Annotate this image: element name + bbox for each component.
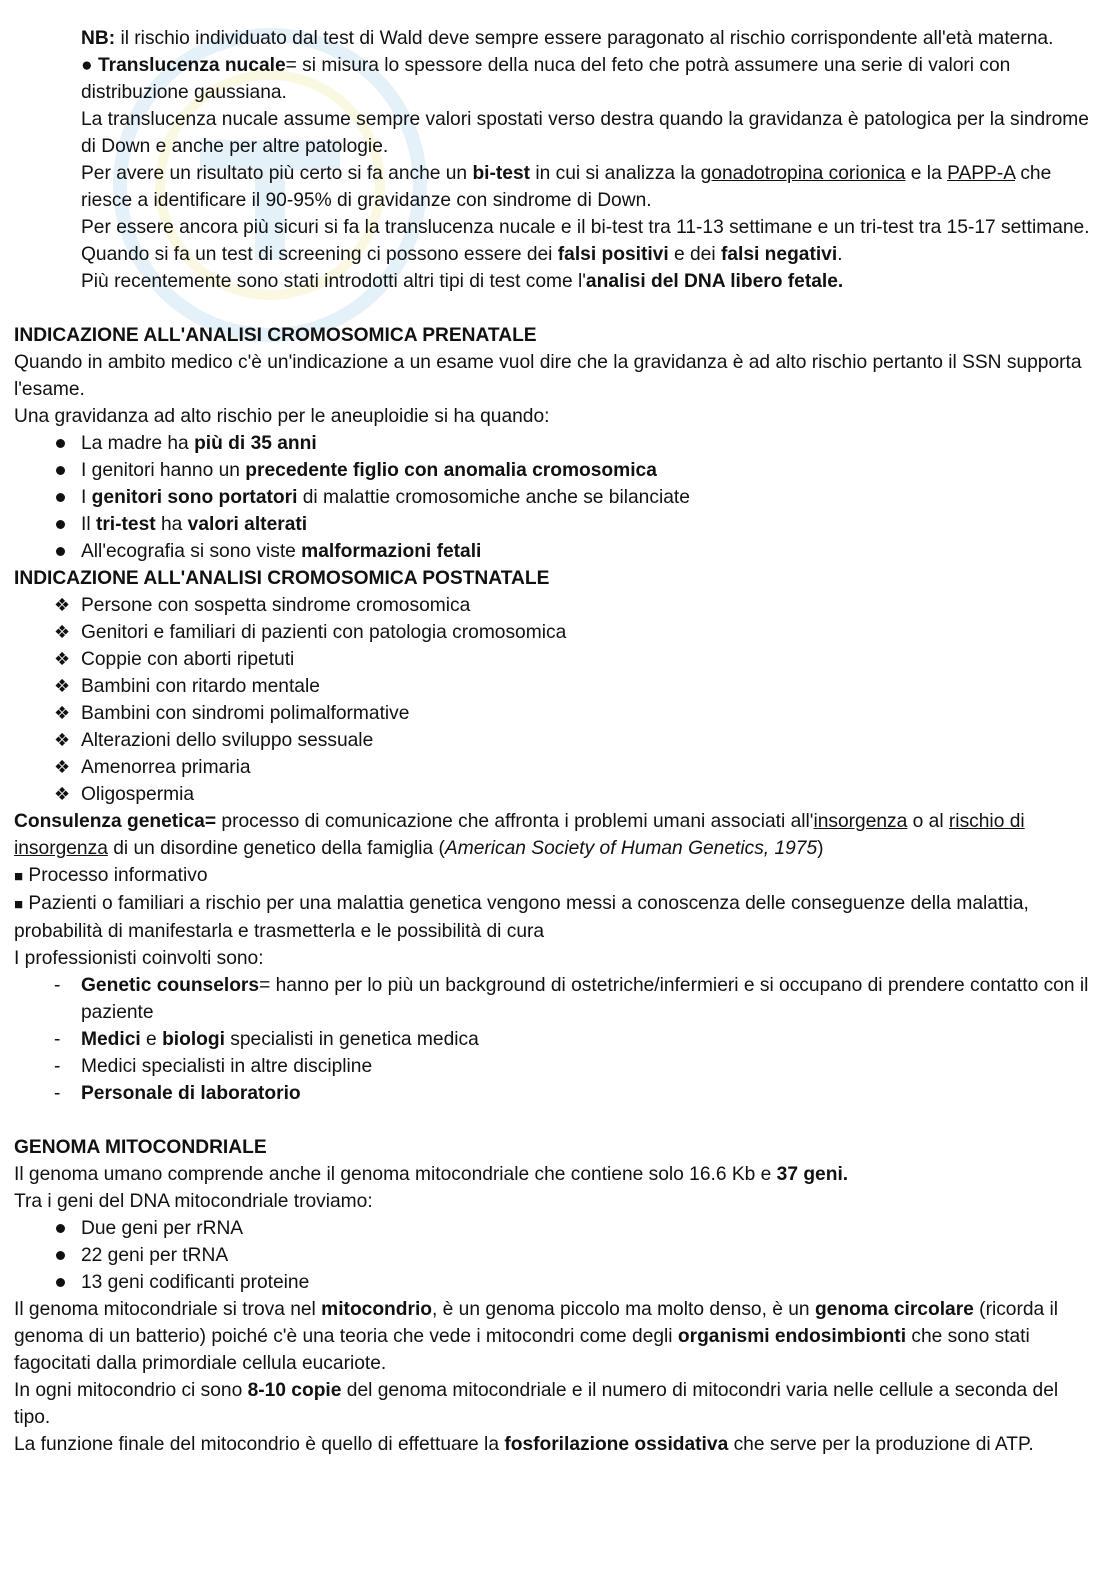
list-item: I genitori hanno un precedente figlio con anomalia cromosomica <box>14 457 1094 484</box>
mito-heading: GENOMA MITOCONDRIALE <box>14 1137 267 1158</box>
bullet-icon <box>54 1269 78 1287</box>
list-item: All'ecografia si sono viste malformazioni fetali <box>14 538 1094 565</box>
processo-informativo: ■ Processo informativo <box>14 865 208 886</box>
mito-paragraph-2: In ogni mitocondrio ci sono 8-10 copie del genoma mitocondriale e il numero di mitocondri varia nelle cellule a seconda del tipo. <box>14 1380 1059 1428</box>
postnatal-list <box>14 592 1094 808</box>
diamond-bullet-icon: ❖ <box>54 595 71 615</box>
bullet-icon <box>54 538 78 556</box>
document-page <box>14 25 1094 1458</box>
dash-bullet: - <box>54 1056 61 1077</box>
list-item: I genitori sono portatori di malattie cromosomiche anche se bilanciate <box>14 484 1094 511</box>
diamond-bullet-icon: ❖ <box>54 757 71 777</box>
list-item: ❖ Bambini con sindromi polimalformative <box>14 700 1094 727</box>
prenatal-intro: Quando in ambito medico c'è un'indicazione a un esame vuol dire che la gravidanza è ad alto rischio pertanto il SSN supporta l'esame. <box>14 352 1082 400</box>
pazienti-paragraph: ■ Pazienti o familiari a rischio per una malattia genetica vengono messi a conoscenza delle conseguenze della malattia, probabilità di manifestarla e trasmetterla e le possibilità di cura <box>14 893 1029 942</box>
bitest-paragraph: Per avere un risultato più certo si fa anche un bi-test in cui si analizza la gonadotropina corionica e la PAPP-A che riesce a identificare il 90-95% di gravidanze con sindrome di Down. <box>81 163 1052 211</box>
mito-paragraph-1: Il genoma mitocondriale si trova nel mitocondrio, è un genoma piccolo ma molto denso, è un genoma circolare (ricorda il genoma di un batterio) poiché c'è una teoria che vede i mitocondri come degli organismi endosimbionti che sono stati fagocitati dalla primordiale cellula eucariote. <box>14 1299 1059 1374</box>
dash-bullet: - <box>54 1083 61 1104</box>
list-item: Due geni per rRNA <box>14 1215 1094 1242</box>
square-bullet-icon: ■ <box>14 868 24 885</box>
bullet-icon <box>54 1215 78 1233</box>
bullet-icon <box>54 430 78 448</box>
bullet-icon <box>54 511 78 529</box>
professionisti-intro: I professionisti coinvolti sono: <box>14 948 264 969</box>
prenatal-heading: INDICAZIONE ALL'ANALISI CROMOSOMICA PRENATALE <box>14 325 537 346</box>
mito-intro: Il genoma umano comprende anche il genoma mitocondriale che contiene solo 16.6 Kb e 37 geni. <box>14 1164 849 1185</box>
list-item: ❖ Amenorrea primaria <box>14 754 1094 781</box>
professionisti-list <box>14 972 1094 1107</box>
list-item: - Medici specialisti in altre discipline <box>14 1053 1094 1080</box>
list-item: ❖ Oligospermia <box>14 781 1094 808</box>
mito-paragraph-3: La funzione finale del mitocondrio è quello di effettuare la fosforilazione ossidativa che serve per la produzione di ATP. <box>14 1434 1034 1455</box>
list-item: ❖ Coppie con aborti ripetuti <box>14 646 1094 673</box>
list-item: - Medici e biologi specialisti in genetica medica <box>14 1026 1094 1053</box>
diamond-bullet-icon: ❖ <box>54 649 71 669</box>
translucenza-paragraph: ● Translucenza nucale= si misura lo spessore della nuca del feto che potrà assumere una serie di valori con distribuzione gaussiana. <box>81 55 1011 103</box>
list-item: 13 geni codificanti proteine <box>14 1269 1094 1296</box>
list-item: ❖ Bambini con ritardo mentale <box>14 673 1094 700</box>
falsi-paragraph: Quando si fa un test di screening ci possono essere dei falsi positivi e dei falsi negativi. <box>81 244 843 265</box>
list-item: Il tri-test ha valori alterati <box>14 511 1094 538</box>
list-item: ❖ Persone con sospetta sindrome cromosomica <box>14 592 1094 619</box>
diamond-bullet-icon: ❖ <box>54 784 71 804</box>
gonadotropina-link[interactable]: gonadotropina corionica <box>700 163 906 184</box>
list-item: La madre ha più di 35 anni <box>14 430 1094 457</box>
prenatal-intro-2: Una gravidanza ad alto rischio per le aneuploidie si ha quando: <box>14 406 550 427</box>
postnatal-heading: INDICAZIONE ALL'ANALISI CROMOSOMICA POSTNATALE <box>14 568 550 589</box>
consulenza-paragraph: Consulenza genetica= processo di comunicazione che affronta i problemi umani associati all'insorgenza o al rischio di insorgenza di un disordine genetico della famiglia (American Society of Human Genetics, 1975) <box>14 811 1025 859</box>
diamond-bullet-icon: ❖ <box>54 730 71 750</box>
dash-bullet: - <box>54 975 61 996</box>
prenatal-list <box>14 430 1094 565</box>
translucenza-detail: La translucenza nucale assume sempre valori spostati verso destra quando la gravidanza è patologica per la sindrome di Down e anche per altre patologie. <box>81 109 1089 157</box>
bullet-icon <box>54 457 78 475</box>
dna-paragraph: Più recentemente sono stati introdotti altri tipi di test come l'analisi del DNA libero fetale. <box>81 271 844 292</box>
bullet-icon <box>54 1242 78 1260</box>
dash-bullet: - <box>54 1029 61 1050</box>
tritest-paragraph: Per essere ancora più sicuri si fa la translucenza nucale e il bi-test tra 11-13 settimane e un tri-test tra 15-17 settimane. <box>81 217 1090 238</box>
list-item: ❖ Alterazioni dello sviluppo sessuale <box>14 727 1094 754</box>
diamond-bullet-icon: ❖ <box>54 676 71 696</box>
list-item: - Genetic counselors= hanno per lo più un background di ostetriche/infermieri e si occupano di prendere contatto con il paziente <box>14 972 1094 1026</box>
pappa-link[interactable]: PAPP-A <box>947 163 1015 184</box>
square-bullet-icon: ■ <box>14 896 24 913</box>
nb-paragraph: NB: il rischio individuato dal test di Wald deve sempre essere paragonato al rischio corrispondente all'età materna. <box>81 28 1054 49</box>
mito-intro-2: Tra i geni del DNA mitocondriale troviamo: <box>14 1191 373 1212</box>
diamond-bullet-icon: ❖ <box>54 622 71 642</box>
list-item: - Personale di laboratorio <box>14 1080 1094 1107</box>
list-item: ❖ Genitori e familiari di pazienti con patologia cromosomica <box>14 619 1094 646</box>
list-item: 22 geni per tRNA <box>14 1242 1094 1269</box>
diamond-bullet-icon: ❖ <box>54 703 71 723</box>
bullet-icon <box>54 484 78 502</box>
mito-list <box>14 1215 1094 1296</box>
